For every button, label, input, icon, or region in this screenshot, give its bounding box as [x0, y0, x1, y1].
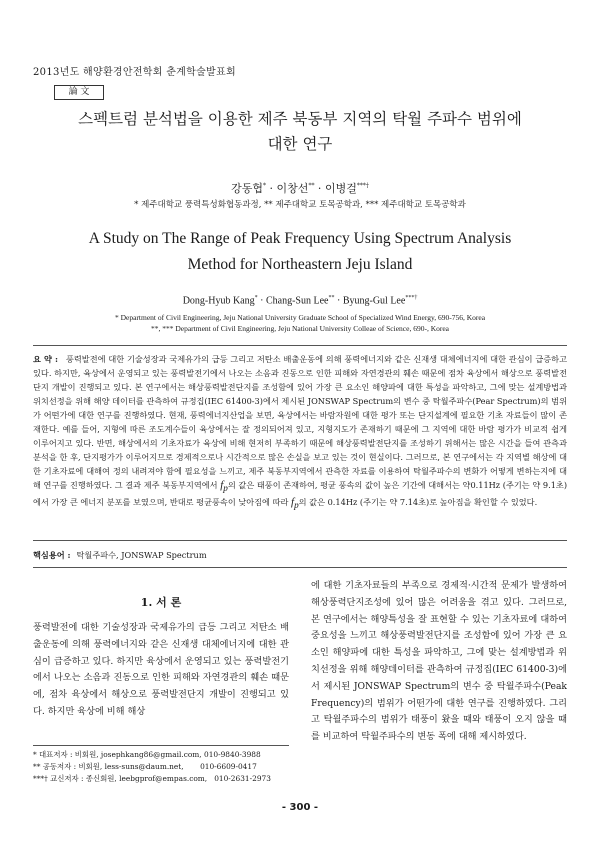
abstract-text-part2: 의 값은 태풍이 존재하여, 평균 풍속의 값이 높은 기간에 대해서는 약0.11Hz (주기는 약 9.1초)에서 가장 큰 에너지 분포를 보였으며, 반대로 평균풍속이 낮아짐에 따라	[33, 480, 568, 508]
article-type-label: 論 文	[54, 85, 104, 100]
conference-name: 2013년도 해양환경안전학회 춘계학술발표회	[33, 67, 236, 78]
footnote-rule	[33, 745, 289, 746]
english-author-3: Byung-Gul Lee	[342, 295, 406, 307]
peak-frequency-symbol: $f_p$	[220, 479, 228, 494]
keywords-rule	[33, 567, 567, 568]
korean-author-separator: ·	[314, 182, 325, 195]
english-affiliation-2: **, *** Department of Civil Engineering, Jeju National University Colleae of Science, 690-, Korea	[150, 324, 450, 333]
peak-frequency-symbol: $f_p$	[291, 496, 299, 511]
body-right-column: 에 대한 기초자료들의 부족으로 경제적·시간적 문제가 발생하여 해상풍력단지조성에 있어 많은 어려움을 겪고 있다. 그러므로, 본 연구에서는 해양특성을 잘 표현할 수 있는 기초자료에 대하여 중요성을 느끼고 해상풍력발전단지를 조성함에 있어 가장 큰 요소인 해양파에 대한 특성을 파악하고, 그에 맞는 설계방법과 위치선정을 위해 해양데이터를 관측하여 규정집(IEC 61400-3)에서 제시된 JONSWAP Spectrum의 변수 중 탁월주파수(Peak Frequency)의 범위가 어떤가에 대한 연구를 진행하였다. 그리고 탁월주파수의 범위가 태풍이 왔을 때와 태풍이 오지 않을 때를 비교하여 탁월주파수의 변동 폭에 대해 제시하였다.	[311, 580, 567, 743]
english-author-2-mark: **	[328, 295, 335, 301]
keywords-text: 탁월주파수, JONSWAP Spectrum	[76, 550, 207, 560]
abstract-lead: 요 약 :	[33, 354, 58, 364]
english-title-line2: Method for Northeastern Jeju Island	[187, 256, 413, 273]
keywords	[33, 550, 567, 561]
korean-authors	[0, 180, 600, 196]
english-author-separator: ·	[334, 295, 343, 307]
english-authors	[0, 295, 600, 306]
english-affiliation-1: * Department of Civil Engineering, Jeju National University Graduate School of Specialized Wind Energy, 690-756, Korea	[114, 313, 486, 322]
korean-author-2-mark: **	[308, 182, 315, 190]
page-number: - 300 -	[281, 802, 319, 813]
abstract-top-rule	[33, 345, 567, 346]
korean-title	[0, 107, 600, 157]
footnote-3: ***† 교신저자 : 종신회원, leebgprof@empas.com, 010-2631-2973	[33, 773, 271, 783]
keywords-label: 핵심용어 :	[33, 550, 71, 560]
footnote-2: ** 공동저자 : 비회원, less-suns@daum.net, 010-6609-0417	[33, 761, 257, 771]
korean-title-line2: 대한 연구	[267, 135, 333, 153]
korean-author-separator: ·	[266, 182, 277, 195]
korean-author-1-mark: *	[263, 182, 267, 190]
abstract-text-part3: 의 값은 0.14Hz (주기는 약 7.14초)로 높아짐을 확인할 수 있었다.	[298, 497, 538, 508]
korean-title-line1: 스펙트럼 분석법을 이용한 제주 북동부 지역의 탁월 주파수 범위에	[78, 110, 522, 128]
english-author-2: Chang-Sun Lee	[265, 295, 329, 307]
abstract-text-part1: 풍력발전에 대한 기술성장과 국제유가의 급등 그리고 저탄소 배출운동에 의해 풍력에너지와 같은 신재생 대체에너지에 대한 관심이 급증하고 있다. 하지만, 육상에서 운영되고 있는 풍력발전기에서 나오는 소음과 진동으로 인한 피해와 자연경관의 훼손 때문에 점차 육상에서 해상으로 풍력발전단지 개발이 진행되고 있다. 본 연구에서는 해상풍력발전단지를 조성함에 있어 가장 큰 요소인 해양파에 대한 특성을 파악하고, 그에 맞는 설계방법과 위치선정을 위해 해양 데이터를 관측하여 규정집(IEC 61400-3)에서 제시된 JONSWAP Spectrum의 변수 중 탁월주파수(Pear Spectrum)의 범위가 어떤가에 대한 연구를 진행하였다. 현재, 풍력에너지산업을 보면, 육상에서는 바람자원에 대한 평가 또는 단지설계에 필요한 기초 자료들이 많이 존재한다. 예를 들어, 지형에 따른 조도계수들이 육상에서는 잘 정의되어져 있고, 지형지도가 존재하기 때문에 그 지역에 대한 바람 평가가 비교적 쉽게 이루어지고 있다. 반면, 해상에서의 기초자료가 육상에 비해 현저히 부족하기 때문에 해상풍력발전단지를 조성하기 위해서는 많은 시간을 들여 관측과 분석을 한 후, 단지평가가 이루어지므로 경제적으로나 시간적으로 많은 손실을 보고 있는 것이 현실이다. 그러므로, 본 연구에서는 각 지역별 해상에 대한 기초자료에 대해여 정의 내려져야 함에 필요성을 느끼고, 제주 북동부지역에서 관측한 자료를 이용하여 탁월주파수의 변화가 어떻게 변하는지에 대해 연구를 진행하였다. 그 결과 제주 북동부지역에서	[33, 354, 567, 490]
korean-author-3: 이병걸	[324, 182, 357, 195]
english-title-line1: A Study on The Range of Peak Frequency Using Spectrum Analysis	[88, 230, 512, 247]
english-author-1-mark: *	[254, 295, 258, 301]
section-heading: 1. 서 론	[140, 596, 182, 609]
korean-author-1: 강동협	[231, 182, 264, 195]
english-author-3-mark: ***†	[405, 295, 418, 301]
footnotes	[33, 749, 303, 784]
body-left-column: 풍력발전에 대한 기술성장과 국제유가의 급등 그리고 저탄소 배출운동에 의해 풍력에너지와 같은 신재생 대체에너지에 대한 관심이 급증하고 있다. 하지만 육상에서 운영되고 있는 풍력발전기에서 나오는 소음과 진동으로 인한 피해와 자연경관의 훼손 때문에, 점차 육상에서 해상으로 풍력발전단지 개발이 진행되고 있다. 하지만 육상에 비해 해상	[33, 622, 289, 717]
english-author-separator: ·	[257, 295, 266, 307]
korean-affiliations: * 제주대학교 풍력특성화협동과정, ** 제주대학교 토목공학과, *** 제주대학교 토목공학과	[134, 200, 466, 210]
abstract	[33, 352, 567, 512]
korean-author-2: 이창선	[276, 182, 309, 195]
english-affiliations	[60, 312, 540, 334]
abstract-bottom-rule	[33, 540, 567, 541]
footnote-1: * 대표저자 : 비회원, josephkang86@gmail.com, 010-9840-3988	[33, 750, 261, 759]
english-author-1: Dong-Hyub Kang	[182, 295, 255, 307]
korean-author-3-mark: ***†	[356, 182, 369, 190]
english-title	[0, 226, 600, 278]
